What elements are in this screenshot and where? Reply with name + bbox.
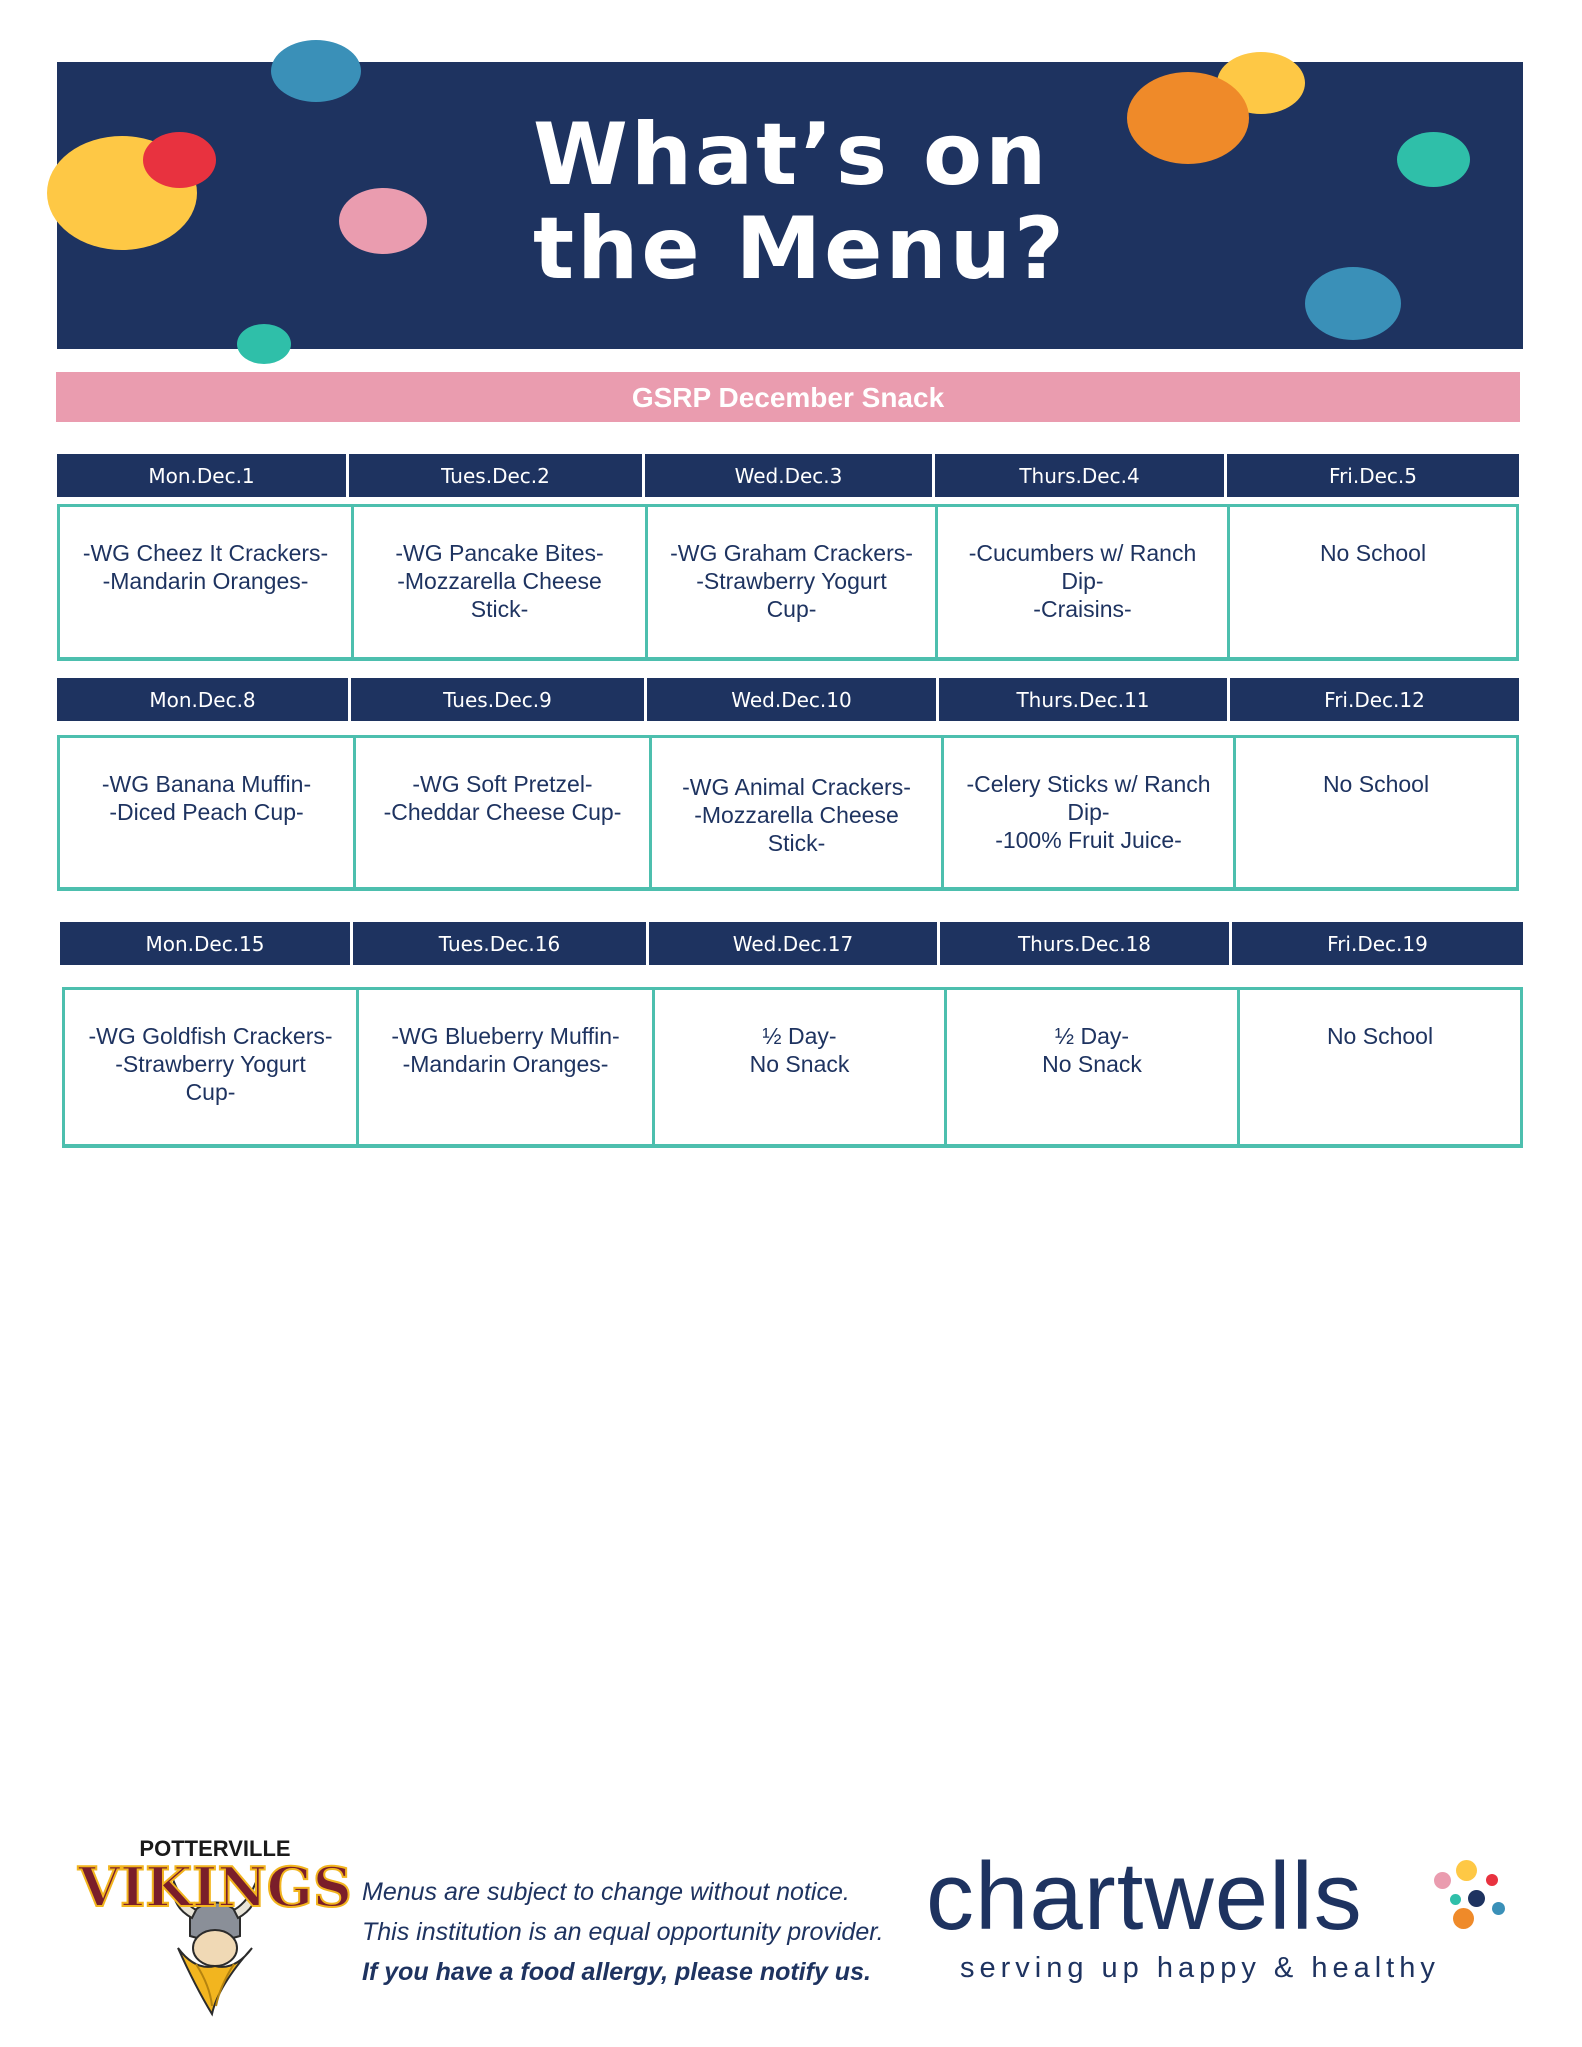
menu-item: -Cheddar Cheese Cup- [383, 799, 622, 825]
title-line-2: the Menu? [533, 199, 1067, 299]
menu-cell-fri [1227, 507, 1516, 657]
menu-item: No School [1326, 1023, 1434, 1049]
equal-opportunity-notice: This institution is an equal opportunity provider. [362, 1918, 884, 1946]
week-1 [57, 454, 1519, 661]
chartwells-dots-icon [926, 1860, 1526, 1990]
menu-cell-thu [935, 507, 1227, 657]
week-2-cells [57, 735, 1519, 891]
menu-cell-tue [353, 738, 649, 887]
menu-item: Stick- [767, 830, 826, 856]
day-header-wed: Wed.Dec.10 [647, 678, 936, 721]
menu-item: -WG Pancake Bites- [395, 540, 604, 566]
menu-item: -100% Fruit Juice- [995, 827, 1182, 853]
menu-item: -WG Soft Pretzel- [412, 771, 593, 797]
day-header-mon: Mon.Dec.1 [57, 454, 346, 497]
menu-cell-fri [1237, 990, 1520, 1144]
menu-item: -Mandarin Oranges- [402, 1051, 609, 1077]
menu-item: -Mozzarella Cheese [694, 802, 899, 828]
menu-item: -WG Banana Muffin- [101, 771, 312, 797]
day-header-fri: Fri.Dec.12 [1230, 678, 1519, 721]
menu-item: No School [1319, 540, 1427, 566]
decor-dot-teal-right [1397, 132, 1470, 187]
day-header-fri: Fri.Dec.19 [1232, 922, 1523, 965]
day-header-wed: Wed.Dec.3 [645, 454, 932, 497]
menu-item: -Mandarin Oranges- [102, 568, 309, 594]
menu-cell-tue [351, 507, 645, 657]
logo-main-text: VIKINGS [78, 1855, 352, 1919]
chartwells-wordmark: chartwells [926, 1843, 1363, 1950]
menu-item: -Strawberry Yogurt [115, 1051, 306, 1077]
menu-item: -WG Graham Crackers- [670, 540, 913, 566]
day-header-thu: Thurs.Dec.11 [939, 678, 1227, 721]
menu-item: -Strawberry Yogurt [696, 568, 887, 594]
menu-item: ½ Day- [1054, 1023, 1130, 1049]
decor-dot-red [143, 132, 216, 188]
day-header-wed: Wed.Dec.17 [649, 922, 937, 965]
menu-item: -Celery Sticks w/ Ranch [966, 771, 1211, 797]
menu-item: Stick- [470, 596, 529, 622]
day-header-mon: Mon.Dec.8 [57, 678, 348, 721]
menu-cell-mon [60, 738, 353, 887]
menu-item: Dip- [1061, 568, 1104, 594]
menu-cell-wed [652, 990, 944, 1144]
menu-item: No Snack [1042, 1051, 1142, 1077]
menu-item: No Snack [749, 1051, 850, 1077]
menu-cell-thu [944, 990, 1237, 1144]
menu-cell-wed [645, 507, 935, 657]
week-3 [60, 922, 1523, 1148]
week-3-cells [62, 987, 1523, 1148]
menu-item: No School [1322, 771, 1430, 797]
menu-item: Dip- [1067, 799, 1110, 825]
menu-subtitle: GSRP December Snack [56, 372, 1520, 422]
day-header-tue: Tues.Dec.2 [349, 454, 642, 497]
menu-item: -Cucumbers w/ Ranch [968, 540, 1197, 566]
page-title [533, 105, 1067, 299]
menu-item: -Mozzarella Cheese [397, 568, 602, 594]
week-2-headers [57, 678, 1519, 721]
logo-top-text: POTTERVILLE [139, 1836, 291, 1861]
week-1-headers [57, 454, 1519, 497]
menu-cell-fri [1233, 738, 1516, 887]
decor-dot-blue-top [271, 40, 361, 102]
day-header-mon: Mon.Dec.15 [60, 922, 350, 965]
menu-item: -WG Animal Crackers- [682, 774, 911, 800]
week-2 [57, 678, 1519, 891]
day-header-thu: Thurs.Dec.4 [935, 454, 1224, 497]
chartwells-tagline: serving up happy & healthy [960, 1952, 1440, 1984]
footer-notes [362, 1872, 922, 1992]
potterville-vikings-logo [78, 1836, 352, 2016]
day-header-thu: Thurs.Dec.18 [940, 922, 1229, 965]
decor-dot-teal-bottom [237, 324, 291, 364]
day-header-tue: Tues.Dec.16 [353, 922, 646, 965]
menu-item: -WG Cheez It Crackers- [82, 540, 329, 566]
decor-dot-blue-right [1305, 267, 1401, 340]
menu-cell-wed [649, 738, 941, 887]
menu-cell-mon [65, 990, 356, 1144]
menu-item: -Diced Peach Cup- [109, 799, 304, 825]
menu-banner [57, 62, 1523, 349]
day-header-tue: Tues.Dec.9 [351, 678, 644, 721]
decor-dot-pink [339, 188, 427, 254]
week-1-cells [57, 504, 1519, 661]
change-notice: Menus are subject to change without notice. [362, 1878, 850, 1906]
title-line-1: What’s on [533, 105, 1050, 205]
menu-cell-tue [356, 990, 652, 1144]
menu-item: ½ Day- [762, 1023, 837, 1049]
menu-item: -Craisins- [1033, 596, 1132, 622]
day-header-fri: Fri.Dec.5 [1227, 454, 1519, 497]
menu-item: Cup- [766, 596, 817, 622]
menu-item: -WG Blueberry Muffin- [391, 1023, 620, 1049]
menu-cell-thu [941, 738, 1233, 887]
menu-item: -WG Goldfish Crackers- [88, 1023, 333, 1049]
menu-item: Cup- [185, 1079, 236, 1105]
decor-dot-orange [1127, 72, 1249, 164]
week-3-headers [60, 922, 1523, 965]
menu-cell-mon [60, 507, 351, 657]
allergy-notice: If you have a food allergy, please notify us. [362, 1958, 871, 1986]
chartwells-logo [926, 1843, 1526, 1990]
